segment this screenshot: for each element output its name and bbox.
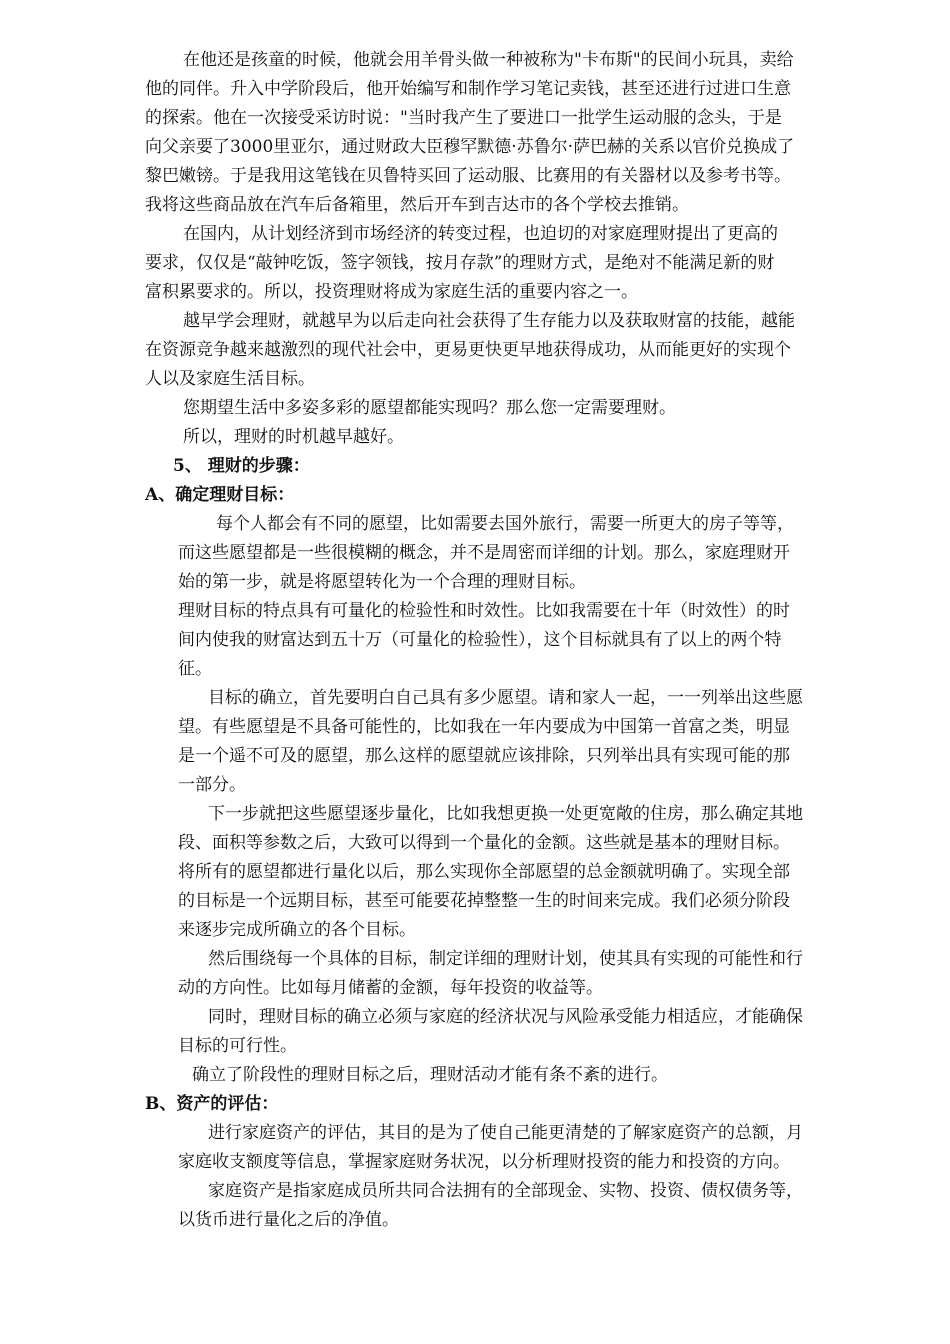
text-line: 征。 <box>178 659 212 679</box>
text-line: 所以，理财的时机越早越好。 <box>183 427 404 447</box>
text-line: 向父亲要了3000里亚尔，通过财政大臣穆罕默德·苏鲁尔·萨巴赫的关系以官价兑换成了 <box>145 137 795 157</box>
text-line: 富积累要求的。所以，投资理财将成为家庭生活的重要内容之一。 <box>145 282 638 302</box>
paragraph <box>178 800 803 945</box>
text-line: 在他还是孩童的时候，他就会用羊骨头做一种被称为"卡布斯"的民间小玩具，卖给 <box>183 50 794 70</box>
text-line: 下一步就把这些愿望逐步量化，比如我想更换一处更宽敞的住房，那么确定其地 <box>208 804 803 824</box>
text-line: 家庭资产是指家庭成员所共同合法拥有的全部现金、实物、投资、债权债务等， <box>208 1181 803 1201</box>
text-line: 越早学会理财，就越早为以后走向社会获得了生存能力以及获取财富的技能，越能 <box>183 311 795 331</box>
text-line: 确立了阶段性的理财目标之后，理财活动才能有条不紊的进行。 <box>192 1065 668 1085</box>
text-line: 您期望生活中多姿多彩的愿望都能实现吗？那么您一定需要理财。 <box>183 398 676 418</box>
paragraph <box>178 1003 803 1061</box>
text-line: 的探索。他在一次接受采访时说："当时我产生了要进口一批学生运动服的念头，于是 <box>145 108 782 128</box>
paragraph <box>183 394 676 423</box>
subsection-heading <box>145 481 294 510</box>
text-line: 要求，仅仅是“敲钟吃饭，签字领钱，按月存款”的理财方式，是绝对不能满足新的财 <box>145 253 775 273</box>
text-line: 在资源竞争越来越激烈的现代社会中，更易更快更早地获得成功，从而能更好的实现个 <box>145 340 791 360</box>
subsection-heading <box>145 1090 278 1119</box>
paragraph <box>178 945 803 1003</box>
text-line: 段、面积等参数之后，大致可以得到一个量化的金额。这些就是基本的理财目标。 <box>178 833 790 853</box>
text-line: 望。有些愿望是不具备可能性的，比如我在一年内要成为中国第一首富之类，明显 <box>178 717 790 737</box>
text-line: 动的方向性。比如每月储蓄的金额，每年投资的收益等。 <box>178 978 603 998</box>
paragraph <box>178 684 803 800</box>
text-line: 他的同伴。升入中学阶段后，他开始编写和制作学习笔记卖钱，甚至还进行过进口生意 <box>145 79 791 99</box>
paragraph <box>178 1177 803 1235</box>
paragraph <box>145 307 795 394</box>
text-line: 目标的可行性。 <box>178 1036 297 1056</box>
heading-text: B、资产的评估： <box>145 1094 279 1114</box>
text-line: 的目标是一个远期目标，甚至可能要花掉整整一生的时间来完成。我们必须分阶段 <box>178 891 790 911</box>
paragraph <box>192 1061 668 1090</box>
text-line: 同时，理财目标的确立必须与家庭的经济状况与风险承受能力相适应，才能确保 <box>208 1007 803 1027</box>
paragraph <box>145 46 794 220</box>
text-line: 黎巴嫩镑。于是我用这笔钱在贝鲁特买回了运动服、比赛用的有关器材以及参考书等。 <box>145 166 791 186</box>
text-line: 将所有的愿望都进行量化以后，那么实现你全部愿望的总金额就明确了。实现全部 <box>178 862 790 882</box>
text-line: 理财目标的特点具有可量化的检验性和时效性。比如我需要在十年（时效性）的时 <box>178 601 790 621</box>
text-line: 每个人都会有不同的愿望，比如需要去国外旅行，需要一所更大的房子等等， <box>216 514 794 534</box>
text-line: 目标的确立，首先要明白自己具有多少愿望。请和家人一起，一一列举出这些愿 <box>208 688 803 708</box>
text-line: 间内使我的财富达到五十万（可量化的检验性），这个目标就具有了以上的两个特 <box>178 630 782 650</box>
text-line: 始的第一步，就是将愿望转化为一个合理的理财目标。 <box>178 572 586 592</box>
paragraph <box>145 220 778 307</box>
paragraph <box>178 597 790 684</box>
text-line: 是一个遥不可及的愿望，那么这样的愿望就应该排除，只列举出具有实现可能的那 <box>178 746 790 766</box>
text-line: 一部分。 <box>178 775 246 795</box>
heading-text: A、确定理财目标： <box>145 485 295 505</box>
text-line: 以货币进行量化之后的净值。 <box>178 1210 399 1230</box>
text-line: 家庭收支额度等信息，掌握家庭财务状况，以分析理财投资的能力和投资的方向。 <box>178 1152 790 1172</box>
text-line: 来逐步完成所确立的各个目标。 <box>178 920 416 940</box>
text-line: 人以及家庭生活目标。 <box>145 369 315 389</box>
section-heading <box>173 452 310 481</box>
paragraph <box>183 423 404 452</box>
text-line: 然后围绕每一个具体的目标，制定详细的理财计划，使其具有实现的可能性和行 <box>208 949 803 969</box>
text-line: 我将这些商品放在汽车后备箱里，然后开车到吉达市的各个学校去推销。 <box>145 195 689 215</box>
text-line: 进行家庭资产的评估，其目的是为了使自己能更清楚的了解家庭资产的总额，月 <box>208 1123 803 1143</box>
paragraph <box>178 510 794 597</box>
paragraph <box>178 1119 803 1177</box>
text-line: 在国内，从计划经济到市场经济的转变过程，也迫切的对家庭理财提出了更高的 <box>183 224 778 244</box>
heading-text: 5、 理财的步骤： <box>173 456 310 476</box>
text-line: 而这些愿望都是一些很模糊的概念，并不是周密而详细的计划。那么，家庭理财开 <box>178 543 790 563</box>
